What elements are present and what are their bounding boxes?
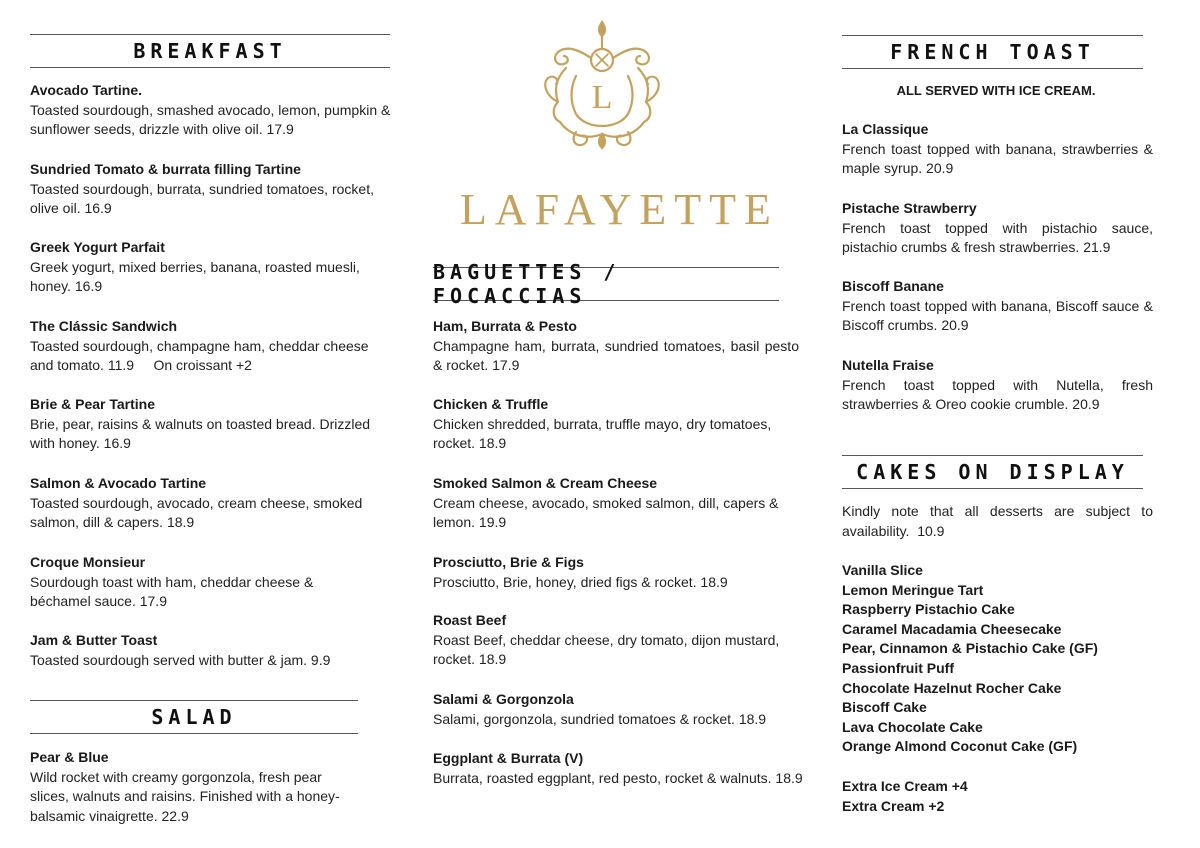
menu-item <box>30 81 392 140</box>
list-item: Pear, Cinnamon & Pistachio Cake (GF) <box>842 640 1098 657</box>
item-name: Salami & Gorgonzola <box>433 691 574 707</box>
extras-list <box>842 777 1162 816</box>
menu-item <box>433 749 803 788</box>
item-name: Ham, Burrata & Pesto <box>433 318 577 334</box>
list-item: Chocolate Hazelnut Rocher Cake <box>842 679 1062 696</box>
item-name: Salmon & Avocado Tartine <box>30 475 207 491</box>
list-item: Lava Chocolate Cake <box>842 718 983 735</box>
list-item: Lemon Meringue Tart <box>842 581 984 598</box>
menu-item <box>433 395 803 454</box>
item-name: Nutella Fraise <box>842 357 934 373</box>
item-name: Croque Monsieur <box>30 554 146 570</box>
item-name: Pear & Blue <box>30 749 109 765</box>
list-item: Biscoff Cake <box>842 699 927 716</box>
item-name: Chicken & Truffle <box>433 396 549 412</box>
item-desc: Toasted sourdough, burrata, sundried tomatoes, rocket, olive oil. 16.9 <box>30 180 374 217</box>
french-toast-note: ALL SERVED WITH ICE CREAM. <box>896 83 1096 98</box>
item-name: Biscoff Banane <box>842 278 944 294</box>
menu-item <box>842 199 1153 258</box>
french-toast-heading: FRENCH TOAST <box>842 35 1143 69</box>
item-name: Brie & Pear Tartine <box>30 396 156 412</box>
cakes-note <box>842 502 1157 541</box>
item-desc: French toast topped with banana, strawberries & maple syrup. 20.9 <box>842 140 1153 177</box>
item-desc: Wild rocket with creamy gorgonzola, fresh pear slices, walnuts and raisins. Finished with a honey-balsamic vinaigrette. 22.9 <box>30 768 340 824</box>
item-name: La Classique <box>842 121 929 137</box>
menu-item <box>30 748 360 826</box>
menu-item <box>30 631 392 670</box>
lafayette-crest-icon <box>536 18 668 152</box>
cake-list <box>842 561 1162 757</box>
item-desc: Brie, pear, raisins & walnuts on toasted bread. Drizzled with honey. 16.9 <box>30 415 371 452</box>
menu-item <box>30 474 392 533</box>
brand-name: LAFAYETTE <box>460 185 779 234</box>
list-item: Orange Almond Coconut Cake (GF) <box>842 738 1078 755</box>
menu-item <box>433 553 803 592</box>
item-desc: Chicken shredded, burrata, truffle mayo, dry tomatoes, rocket. 18.9 <box>433 415 772 452</box>
list-item: Extra Cream +2 <box>842 797 945 814</box>
item-name: Greek Yogurt Parfait <box>30 239 165 255</box>
menu-item <box>30 317 392 376</box>
list-item: Vanilla Slice <box>842 562 923 578</box>
menu-item <box>433 317 799 376</box>
menu-item <box>842 356 1153 415</box>
menu-item <box>30 395 392 454</box>
menu-item <box>842 277 1153 336</box>
list-item: Raspberry Pistachio Cake <box>842 601 1015 618</box>
item-desc: Greek yogurt, mixed berries, banana, roasted muesli, honey. 16.9 <box>30 258 360 295</box>
cakes-heading: CAKES ON DISPLAY <box>842 455 1143 489</box>
menu-item <box>433 690 803 729</box>
item-desc: Toasted sourdough, avocado, cream cheese, smoked salmon, dill & capers. 18.9 <box>30 494 363 531</box>
item-desc: Toasted sourdough, champagne ham, cheddar cheese and tomato. 11.9 On croissant +2 <box>30 337 373 374</box>
item-desc: Toasted sourdough served with butter & jam. 9.9 <box>30 651 331 668</box>
item-name: The Clássic Sandwich <box>30 318 178 334</box>
breakfast-heading: BREAKFAST <box>30 34 390 68</box>
menu-item <box>842 120 1153 179</box>
item-desc: Roast Beef, cheddar cheese, dry tomato, dijon mustard, rocket. 18.9 <box>433 631 780 668</box>
item-name: Roast Beef <box>433 612 507 628</box>
item-desc: French toast topped with Nutella, fresh strawberries & Oreo cookie crumble. 20.9 <box>842 376 1153 413</box>
item-name: Pistache Strawberry <box>842 200 977 216</box>
item-desc: Prosciutto, Brie, honey, dried figs & rocket. 18.9 <box>433 573 728 590</box>
list-item: Caramel Macadamia Cheesecake <box>842 620 1062 637</box>
menu-item <box>30 238 392 297</box>
item-desc: Champagne ham, burrata, sundried tomatoes, basil pesto & rocket. 17.9 <box>433 337 799 374</box>
item-name: Sundried Tomato & burrata filling Tartine <box>30 161 301 177</box>
monogram-letter: L <box>591 79 613 116</box>
item-desc: Toasted sourdough, smashed avocado, lemon, pumpkin & sunflower seeds, drizzle with olive oil. 17.9 <box>30 101 391 138</box>
list-item: Passionfruit Puff <box>842 659 955 676</box>
list-item: Extra Ice Cream +4 <box>842 778 968 794</box>
item-desc: French toast topped with pistachio sauce, pistachio crumbs & fresh strawberries. 21.9 <box>842 219 1153 256</box>
menu-item <box>433 611 803 670</box>
item-name: Smoked Salmon & Cream Cheese <box>433 475 658 491</box>
cakes-availability-note: Kindly note that all desserts are subject to availability. 10.9 <box>842 503 1157 539</box>
item-desc: Burrata, roasted eggplant, red pesto, rocket & walnuts. 18.9 <box>433 769 803 786</box>
item-name: Prosciutto, Brie & Figs <box>433 554 584 570</box>
menu-item <box>433 474 803 533</box>
item-name: Jam & Butter Toast <box>30 632 158 648</box>
item-name: Eggplant & Burrata (V) <box>433 750 584 766</box>
menu-item <box>30 553 350 612</box>
salad-heading: SALAD <box>30 700 358 734</box>
item-desc: Salami, gorgonzola, sundried tomatoes & rocket. 18.9 <box>433 710 767 727</box>
item-desc: Sourdough toast with ham, cheddar cheese & béchamel sauce. 17.9 <box>30 573 314 610</box>
baguettes-heading: BAGUETTES / FOCACCIAS <box>433 267 779 301</box>
menu-item <box>30 160 392 219</box>
item-desc: French toast topped with banana, Biscoff sauce & Biscoff crumbs. 20.9 <box>842 297 1153 334</box>
item-desc: Cream cheese, avocado, smoked salmon, dill, capers & lemon. 19.9 <box>433 494 779 531</box>
item-name: Avocado Tartine. <box>30 82 143 98</box>
